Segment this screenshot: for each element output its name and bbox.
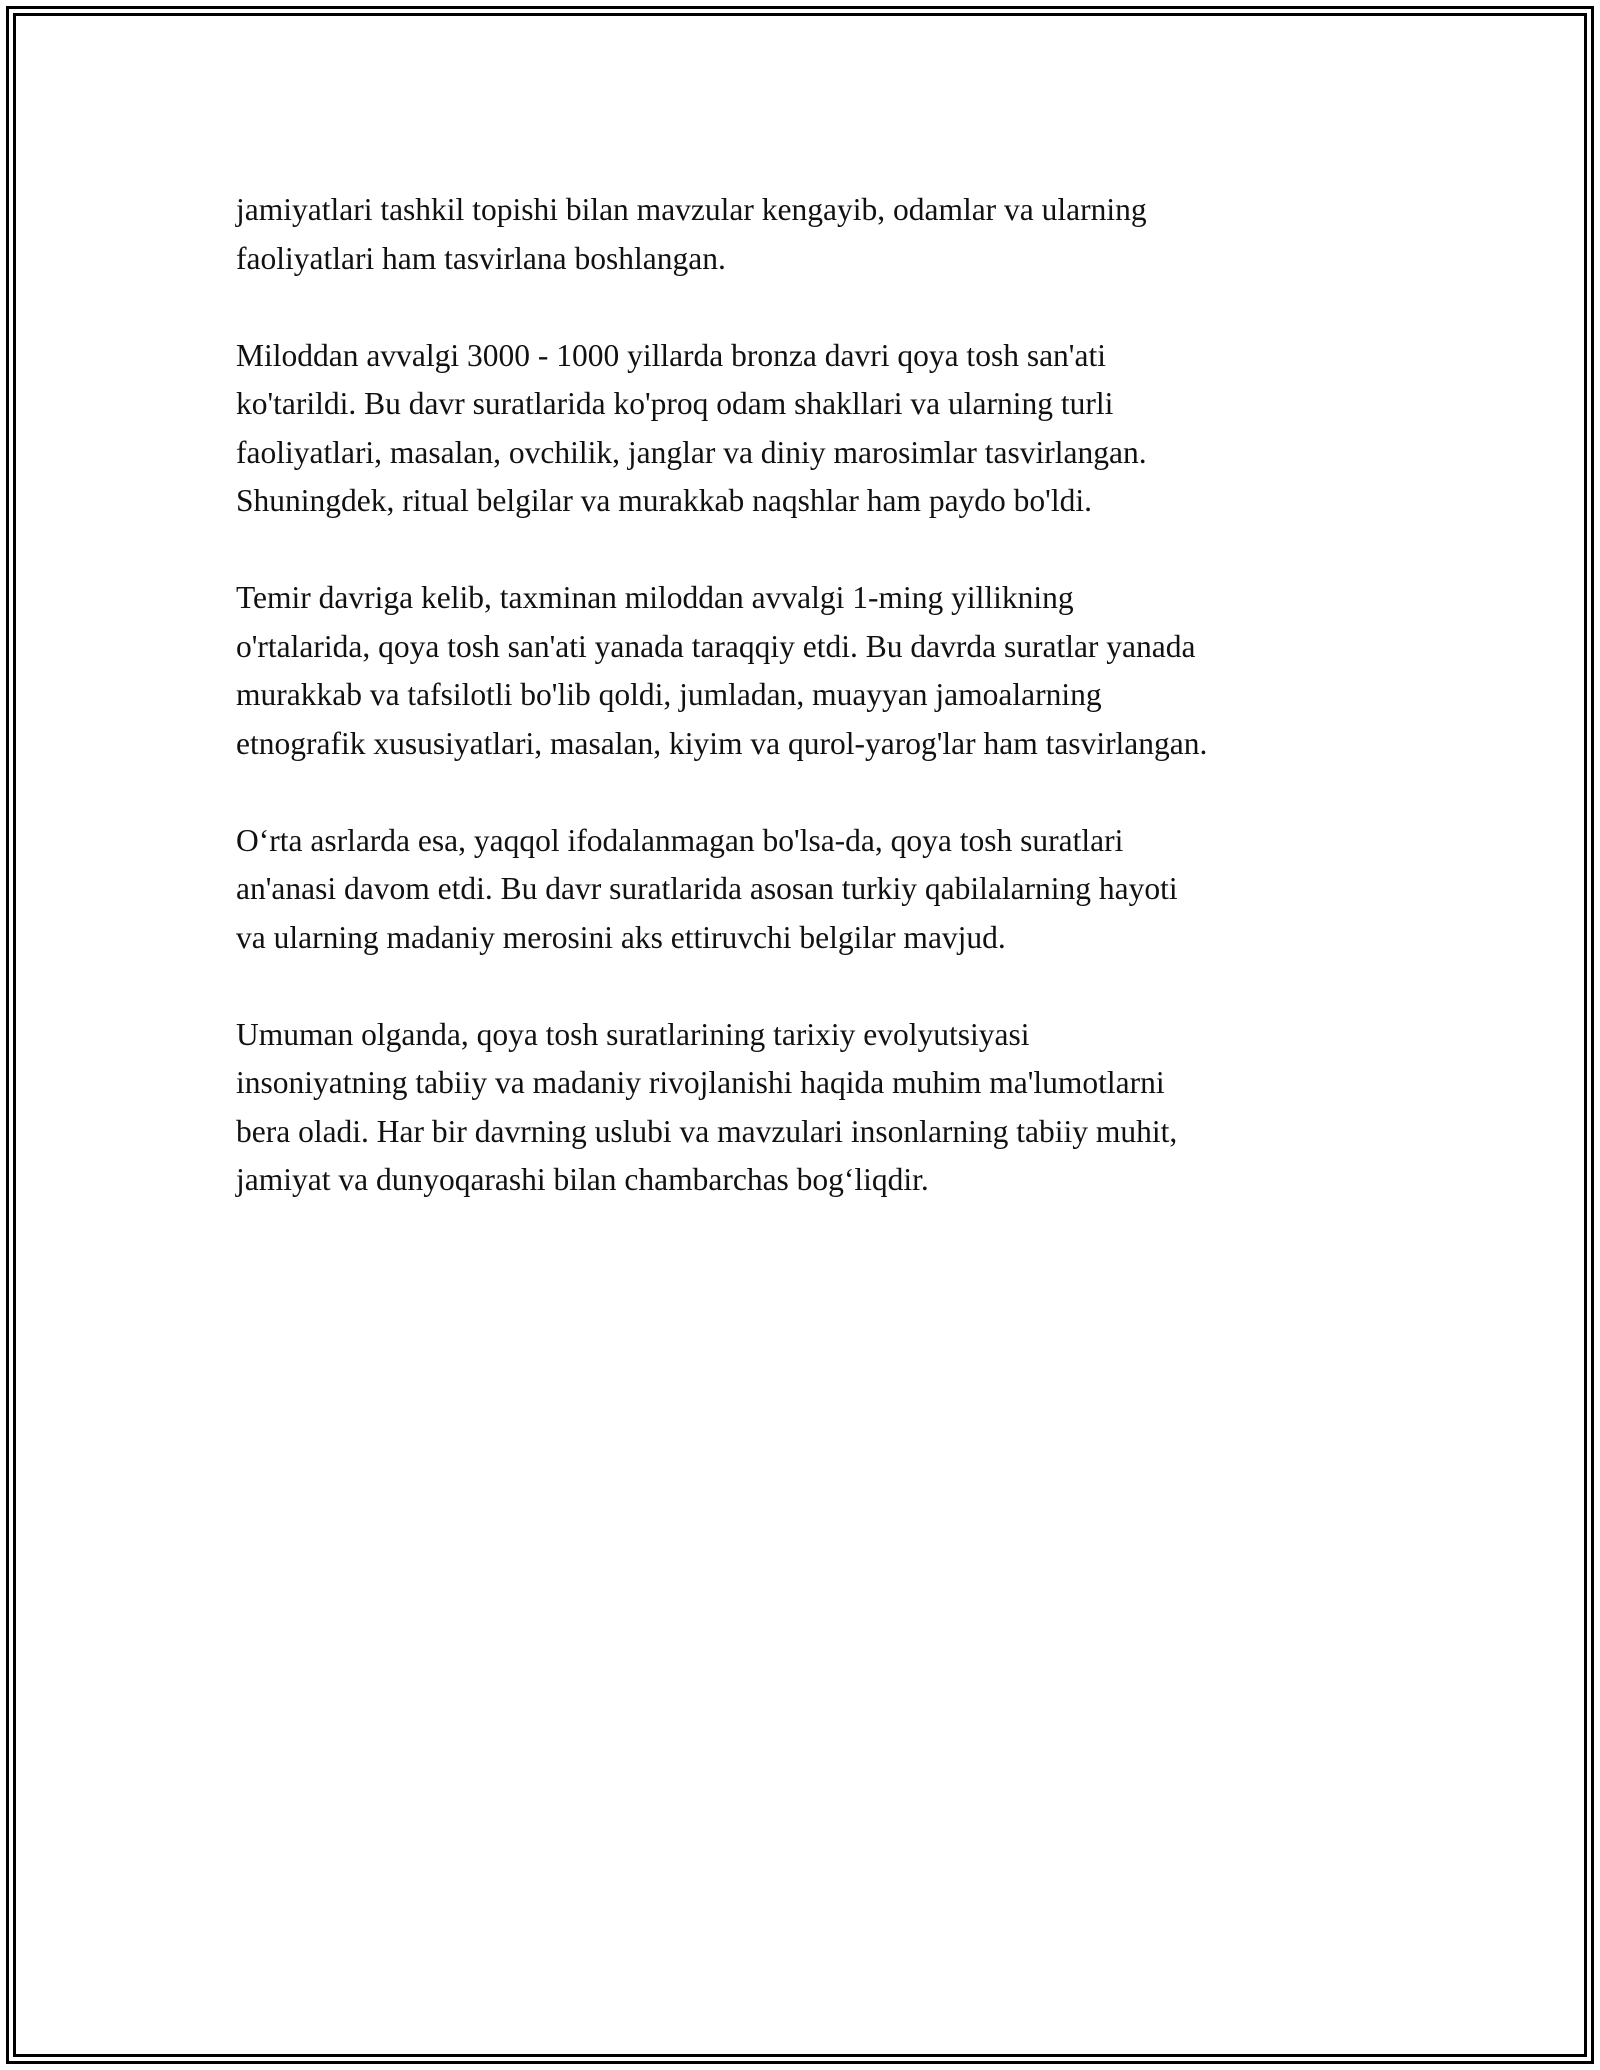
paragraph: Temir davriga kelib, taxminan miloddan avvalgi 1-ming yillikning o'rtalarida, qoya tosh san'ati yanada taraqqiy etdi. Bu davrda suratlar yanada murakkab va tafsilotli bo'lib qoldi, jumladan, muayyan jamoalarning etnografik xususiyatlari, masalan, kiyim va qurol-yarog'lar ham tasvirlangan.: [236, 580, 1208, 761]
paragraph: jamiyatlari tashkil topishi bilan mavzular kengayib, odamlar va ularning faoliyatlari ham tasvirlana boshlangan.: [236, 192, 1147, 276]
document-body: [236, 186, 1396, 1253]
paragraph: O‘rta asrlarda esa, yaqqol ifodalanmagan bo'lsa-da, qoya tosh suratlari an'anasi davom etdi. Bu davr suratlarida asosan turkiy qabilalarning hayoti va ularning madaniy merosini aks ettiruvchi belgilar mavjud.: [236, 822, 1178, 955]
paragraph: Umuman olganda, qoya tosh suratlarining tarixiy evolyutsiyasi insoniyatning tabiiy va madaniy rivojlanishi haqida muhim ma'lumotlarni bera oladi. Har bir davrning uslubi va mavzulari insonlarning tabiiy muhit, jamiyat va dunyoqarashi bilan chambarchas bog‘liqdir.: [236, 1016, 1178, 1197]
paragraph: Miloddan avvalgi 3000 - 1000 yillarda bronza davri qoya tosh san'ati ko'tarildi. Bu davr suratlarida ko'proq odam shakllari va ularning turli faoliyatlari, masalan, ovchilik, janglar va diniy marosimlar tasvirlangan. Shuningdek, ritual belgilar va murakkab naqshlar ham paydo bo'ldi.: [236, 337, 1147, 518]
